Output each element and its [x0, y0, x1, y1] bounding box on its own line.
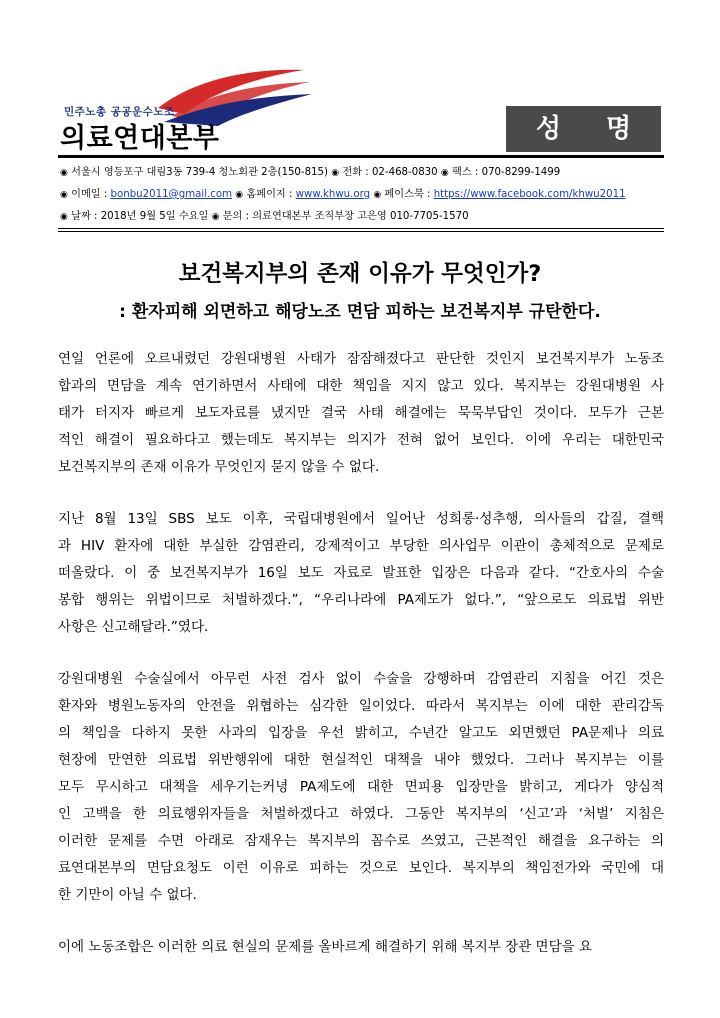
body-line: 의 책임을 다하지 못한 사과의 입장을 우선 밝히고, 수년간 알고도 외면했던 PA문제나 의료 [58, 725, 664, 741]
fax-text: 팩스 : 070-8299-1499 [452, 167, 561, 178]
body-line: 현장에 만연한 의료법 위반행위에 대한 현실적인 대책을 내야 했었다. 그러나 복지부는 이를 [58, 752, 664, 768]
body-line: 사항은 신고해달라.”였다. [58, 619, 209, 635]
bullet-icon: ◉ [211, 212, 220, 222]
email-label: 이메일 : [71, 189, 111, 200]
body-paragraph [58, 346, 664, 481]
bullet-icon: ◉ [440, 168, 449, 178]
statement-body [58, 346, 664, 986]
inquiry-text: 문의 : 의료연대본부 조직부장 고은영 010-7705-1570 [222, 211, 469, 222]
body-line: 보건복지부의 존재 이유가 무엇인지 묻지 않을 수 없다. [58, 459, 380, 475]
body-paragraph [58, 506, 664, 641]
body-line: 인 고백을 한 의료행위자들을 처벌하겠다고 하였다. 그동안 복지부의 ‘신고’과 ‘처벌’ 지침은 [58, 806, 664, 822]
address-text: 서울시 영등포구 대림3동 739-4 청노회관 2층(150-815) [71, 167, 328, 178]
body-line: 적인 해결이 필요하다고 했는데도 복지부는 의지가 전혀 없어 보인다. 이에 우리는 대한민국 [58, 432, 664, 448]
date-text: 날짜 : 2018년 9월 5일 수요일 [71, 211, 209, 222]
contact-divider-double [58, 231, 664, 232]
body-line: 봉합 행위는 위법이므로 처벌하겠다.”, “우리나라에 PA제도가 없다.”, “앞으로도 의료법 위반 [58, 592, 664, 608]
union-org-name: 민주노총 공공운수노조 [64, 106, 175, 118]
document-type-badge: 성 명 [506, 106, 661, 152]
bullet-icon: ◉ [60, 168, 68, 178]
contact-line-online [60, 184, 626, 206]
bullet-icon: ◉ [60, 212, 68, 222]
bullet-icon: ◉ [331, 168, 340, 178]
statement-subtitle: : 환자피해 외면하고 해당노조 면담 피하는 보건복지부 규탄한다. [119, 302, 601, 322]
header-divider [58, 155, 664, 158]
body-line: 합과의 면담을 계속 연기하면서 사태에 대한 책임을 지지 않고 있다. 복지부는 강원대병원 사 [58, 378, 664, 394]
bullet-icon: ◉ [235, 190, 244, 200]
body-line: 이에 노동조합은 이러한 의료 현실의 문제를 올바르게 해결하기 위해 복지부 장관 면담을 요 [58, 939, 593, 955]
contact-block [60, 162, 626, 228]
homepage-label: 홈페이지 : [246, 189, 296, 200]
statement-title: 보건복지부의 존재 이유가 무엇인가? [178, 261, 542, 287]
bullet-icon: ◉ [373, 190, 382, 200]
contact-line-date [60, 206, 626, 228]
body-line: 태가 터지자 빠르게 보도자료를 냈지만 결국 사태 해결에는 묵묵부답인 것이다. 모두가 근본 [58, 405, 664, 421]
letterhead [58, 62, 663, 158]
body-line: 모두 무시하고 대책을 세우기는커녕 PA제도에 대한 면피용 입장만을 밝히고, 게다가 양심적 [58, 779, 664, 795]
email-link[interactable]: bonbu2011@gmail.com [110, 189, 233, 200]
contact-divider [58, 228, 664, 229]
union-branch-name: 의료연대본부 [60, 123, 220, 154]
body-line: 한 기만이 아닐 수 없다. [58, 887, 197, 903]
body-line: 지난 8월 13일 SBS 보도 이후, 국립대병원에서 일어난 성희롱·성추행, 의사들의 갑질, 결핵 [58, 511, 664, 527]
facebook-link[interactable]: https://www.facebook.com/khwu2011 [433, 189, 626, 200]
body-line: 연일 언론에 오르내렸던 강원대병원 사태가 잠잠해졌다고 판단한 것인지 보건복지부가 노동조 [58, 351, 664, 367]
facebook-label: 페이스북 : [384, 189, 434, 200]
phone-text: 전화 : 02-468-0830 [342, 167, 438, 178]
body-line: 강원대병원 수술실에서 아무런 사전 검사 없이 수술을 강행하며 감염관리 지침을 어긴 것은 [58, 671, 664, 687]
body-line: 과 HIV 환자에 대한 부실한 감염관리, 강제적이고 부당한 의사업무 이관이 총체적으로 문제로 [58, 538, 664, 554]
body-line: 료연대본부의 면담요청도 이런 이유로 피하는 것으로 보인다. 복지부의 책임전가와 국민에 대 [58, 860, 664, 876]
body-line: 떠올랐다. 이 중 보건복지부가 16일 보도 자료로 발표한 입장은 다음과 같다. “간호사의 수술 [58, 565, 664, 581]
contact-line-address [60, 162, 626, 184]
body-line: 이러한 문제를 수면 아래로 잠재우는 복지부의 꼼수로 쓰였고, 근본적인 해결을 요구하는 의 [58, 833, 664, 849]
body-line: 환자와 병원노동자의 안전을 위협하는 심각한 일이었다. 따라서 복지부는 이에 대한 관리감독 [58, 698, 664, 714]
body-paragraph [58, 934, 664, 961]
homepage-link[interactable]: www.khwu.org [295, 189, 371, 200]
body-paragraph [58, 666, 664, 909]
bullet-icon: ◉ [60, 190, 68, 200]
